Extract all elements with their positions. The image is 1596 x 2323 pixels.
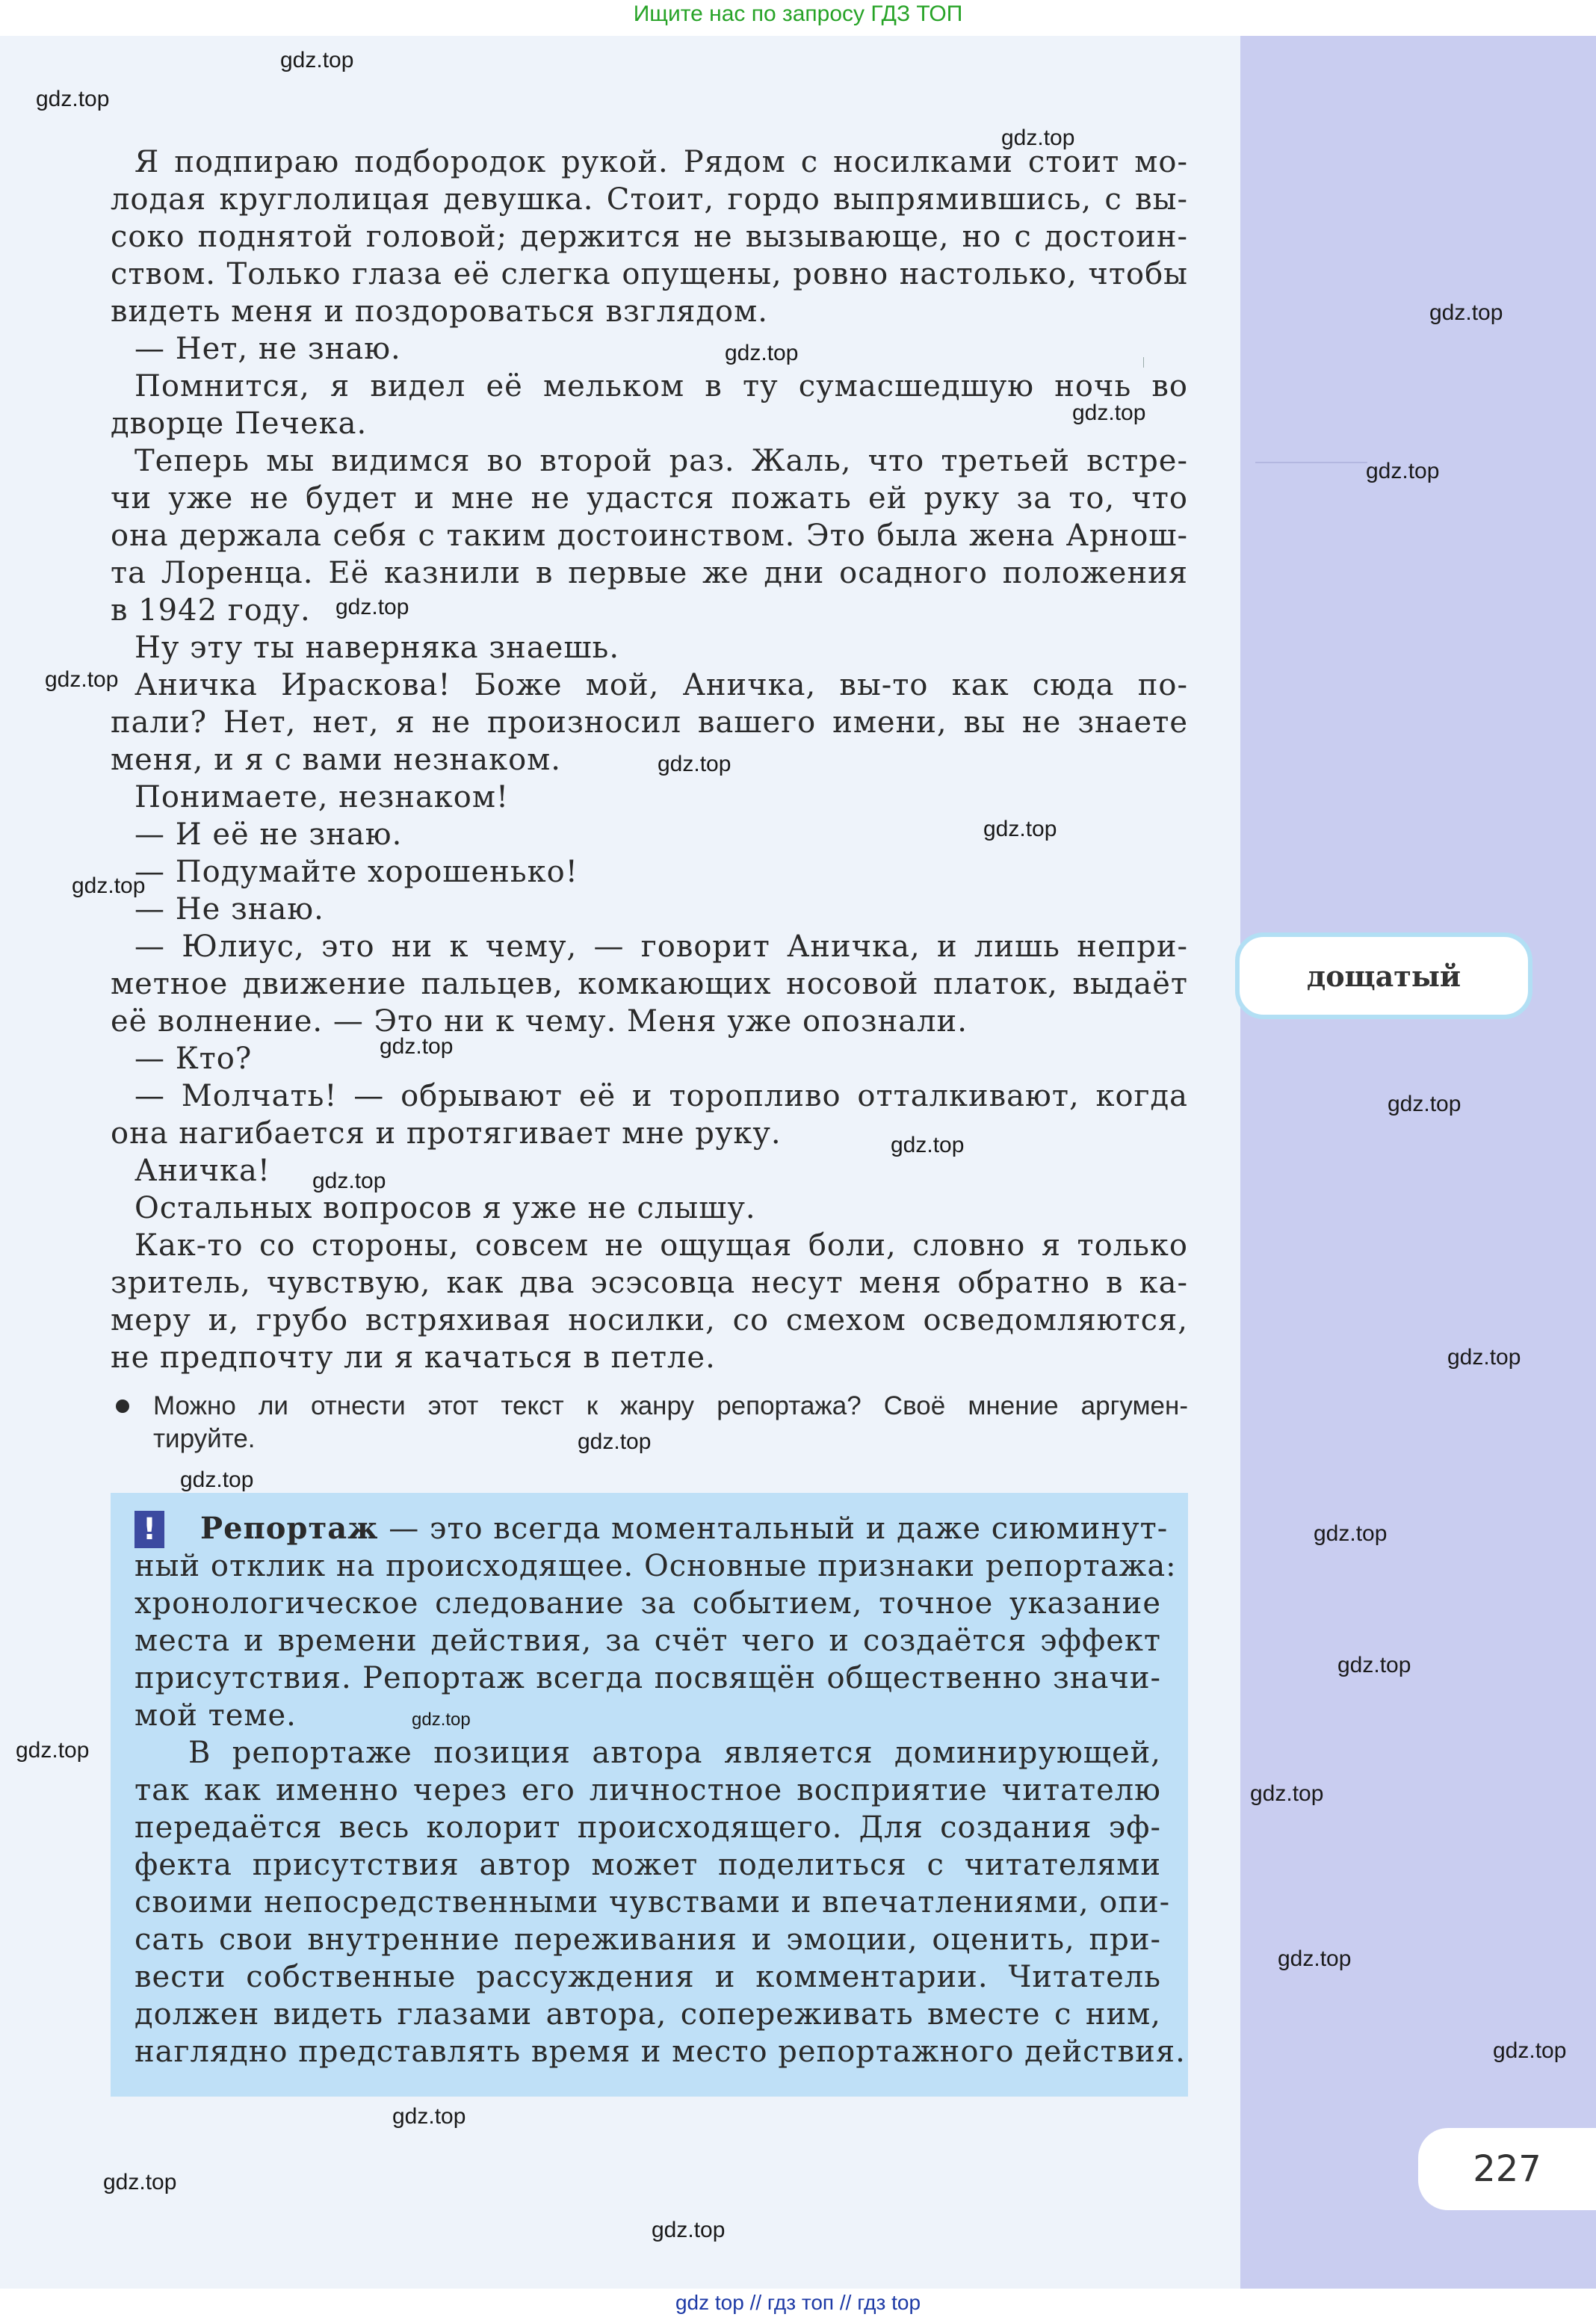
text-line: меня, и я с вами незнаком. <box>111 743 561 777</box>
text-line: — Подумайте хорошенько! <box>134 855 578 889</box>
watermark: gdz.top <box>180 1467 254 1492</box>
text-line: пали? Нет, нет, я не произносил вашего имени, вы не знаете <box>111 705 1188 740</box>
watermark: gdz.top <box>725 341 799 365</box>
text-line: ством. Только глаза её слегка опущены, ровно настолько, чтобы <box>111 257 1188 291</box>
watermark: gdz.top <box>380 1034 454 1059</box>
rule-line: сать свои внутренние переживания и эмоции, оценить, при- <box>134 1923 1161 1957</box>
text-line: — Кто? <box>134 1042 253 1076</box>
watermark: gdz.top <box>312 1169 386 1193</box>
rule-line: мой теме. <box>134 1698 297 1733</box>
rule-line: хронологическое следование за событием, точное указание <box>134 1586 1161 1621</box>
text-line: Я подпираю подбородок рукой. Рядом с носилками стоит мо- <box>134 145 1188 179</box>
rule-term: Репортаж <box>200 1511 379 1546</box>
text-line: чи уже не будет и мне не удастся пожать ей руку за то, что <box>111 481 1188 516</box>
text-line: — Молчать! — обрывают её и торопливо отталкивают, когда <box>134 1079 1188 1113</box>
watermark: gdz.top <box>1429 300 1503 325</box>
watermark: gdz.top <box>578 1429 652 1454</box>
text-line: Теперь мы видимся во второй раз. Жаль, что третьей встре- <box>134 444 1188 478</box>
text-line: метное движение пальцев, комкающих носовой платок, выдаёт <box>111 967 1188 1001</box>
text-line: зритель, чувствую, как два эсэсовца несут меня обратно в ка- <box>111 1266 1188 1300</box>
text-line: — И её не знаю. <box>134 817 403 852</box>
rule-line <box>200 1511 1169 1547</box>
watermark: gdz.top <box>652 2218 726 2242</box>
rule-line: наглядно представлять время и место репортажного действия. <box>134 2035 1186 2069</box>
watermark: gdz.top <box>16 1738 90 1763</box>
rule-line: так как именно через его личностное восприятие читателю <box>134 1773 1161 1807</box>
text-line: — Не знаю. <box>134 892 324 927</box>
watermark: gdz.top <box>72 873 146 898</box>
watermark: gdz.top <box>1493 2038 1567 2063</box>
watermark: gdz.top <box>45 667 119 692</box>
watermark: gdz.top <box>1250 1781 1324 1806</box>
rule-line: фекта присутствия автор может поделиться с читателями <box>134 1848 1161 1882</box>
text-line: та Лоренца. Её казнили в первые же дни осадного положения <box>111 556 1188 590</box>
vocabulary-word-box: дощатый <box>1235 932 1532 1019</box>
text-line: она держала себя с таким достоинством. Это была жена Арнош- <box>111 519 1188 553</box>
text-line: её волнение. — Это ни к чему. Меня уже опознали. <box>111 1004 968 1039</box>
text-line: Понимаете, незнаком! <box>134 780 510 814</box>
watermark: gdz.top <box>335 595 409 619</box>
watermark: gdz.top <box>1337 1653 1411 1677</box>
text-line: соко поднятой головой; держится не вызывающе, но с достоин- <box>111 220 1188 254</box>
bullet-icon <box>116 1399 129 1413</box>
rule-line: присутствия. Репортаж всегда посвящён общественно значи- <box>134 1661 1161 1695</box>
question-line: тируйте. <box>153 1424 256 1453</box>
text-line: не предпочту ли я качаться в петле. <box>111 1340 716 1375</box>
text-line: меру и, грубо встряхивая носилки, со смехом осведомляются, <box>111 1303 1188 1337</box>
text-line: лодая круглолицая девушка. Стоит, гордо выпрямившись, с вы- <box>111 182 1188 217</box>
watermark: gdz.top <box>891 1133 965 1157</box>
watermark: gdz.top <box>392 2104 466 2129</box>
rule-line: В репортаже позиция автора является доминирующей, <box>188 1736 1161 1770</box>
top-banner-link[interactable]: Ищите нас по запросу ГДЗ ТОП <box>633 1 963 26</box>
watermark: gdz.top <box>1388 1092 1462 1116</box>
rule-line: вести собственные рассуждения и комментарии. Читатель <box>134 1960 1161 1994</box>
watermark: gdz.top <box>658 752 732 776</box>
text-line: Аничка Ираскова! Боже мой, Аничка, вы-то как сюда по- <box>134 668 1188 702</box>
text-line: видеть меня и поздороваться взглядом. <box>111 294 768 329</box>
text-line: в 1942 году. <box>111 593 311 628</box>
text-line: она нагибается и протягивает мне руку. <box>111 1116 782 1151</box>
watermark: gdz.top <box>1314 1521 1388 1546</box>
exclamation-icon: ! <box>134 1511 164 1548</box>
watermark: gdz.top <box>1366 459 1440 483</box>
text-line: — Юлиус, это ни к чему, — говорит Аничка, и лишь непри- <box>134 929 1188 964</box>
watermark: gdz.top <box>280 48 354 72</box>
watermark: gdz.top <box>1278 1946 1352 1971</box>
watermark: gdz.top <box>1447 1345 1521 1370</box>
text-line: Ну эту ты наверняка знаешь. <box>134 631 620 665</box>
bottom-banner-link[interactable]: gdz top // гдз топ // гдз top <box>675 2291 921 2314</box>
text-line: — Нет, не знаю. <box>134 332 401 366</box>
rule-line: передаётся весь колорит происходящего. Для создания эф- <box>134 1810 1161 1845</box>
rule-text: — это всегда моментальный и даже сиюминут- <box>378 1512 1169 1546</box>
text-line: Остальных вопросов я уже не слышу. <box>134 1191 756 1225</box>
text-line: Аничка! <box>134 1154 270 1188</box>
text-line: Помнится, я видел её мельком в ту сумасшедшую ночь во <box>134 369 1188 403</box>
watermark: gdz.top <box>36 87 110 111</box>
watermark: gdz.top <box>412 1710 471 1730</box>
page-number: 227 <box>1418 2128 1596 2210</box>
text-line: дворце Печека. <box>111 406 368 441</box>
rule-line: места и времени действия, за счёт чего и создаётся эффект <box>134 1624 1161 1658</box>
watermark: gdz.top <box>1001 126 1075 150</box>
scan-artifact <box>1255 462 1367 463</box>
watermark: gdz.top <box>983 817 1057 841</box>
rule-line: должен видеть глазами автора, сопереживать вместе с ним, <box>134 1997 1161 2032</box>
rule-line: своими непосредственными чувствами и впечатлениями, опи- <box>134 1885 1171 1920</box>
watermark: gdz.top <box>103 2170 177 2194</box>
text-line: Как-то со стороны, совсем не ощущая боли, словно я только <box>134 1228 1188 1263</box>
question-line: Можно ли отнести этот текст к жанру репортажа? Своё мнение аргумен- <box>153 1391 1188 1420</box>
watermark: gdz.top <box>1072 400 1146 425</box>
rule-line: ный отклик на происходящее. Основные признаки репортажа: <box>134 1549 1177 1583</box>
